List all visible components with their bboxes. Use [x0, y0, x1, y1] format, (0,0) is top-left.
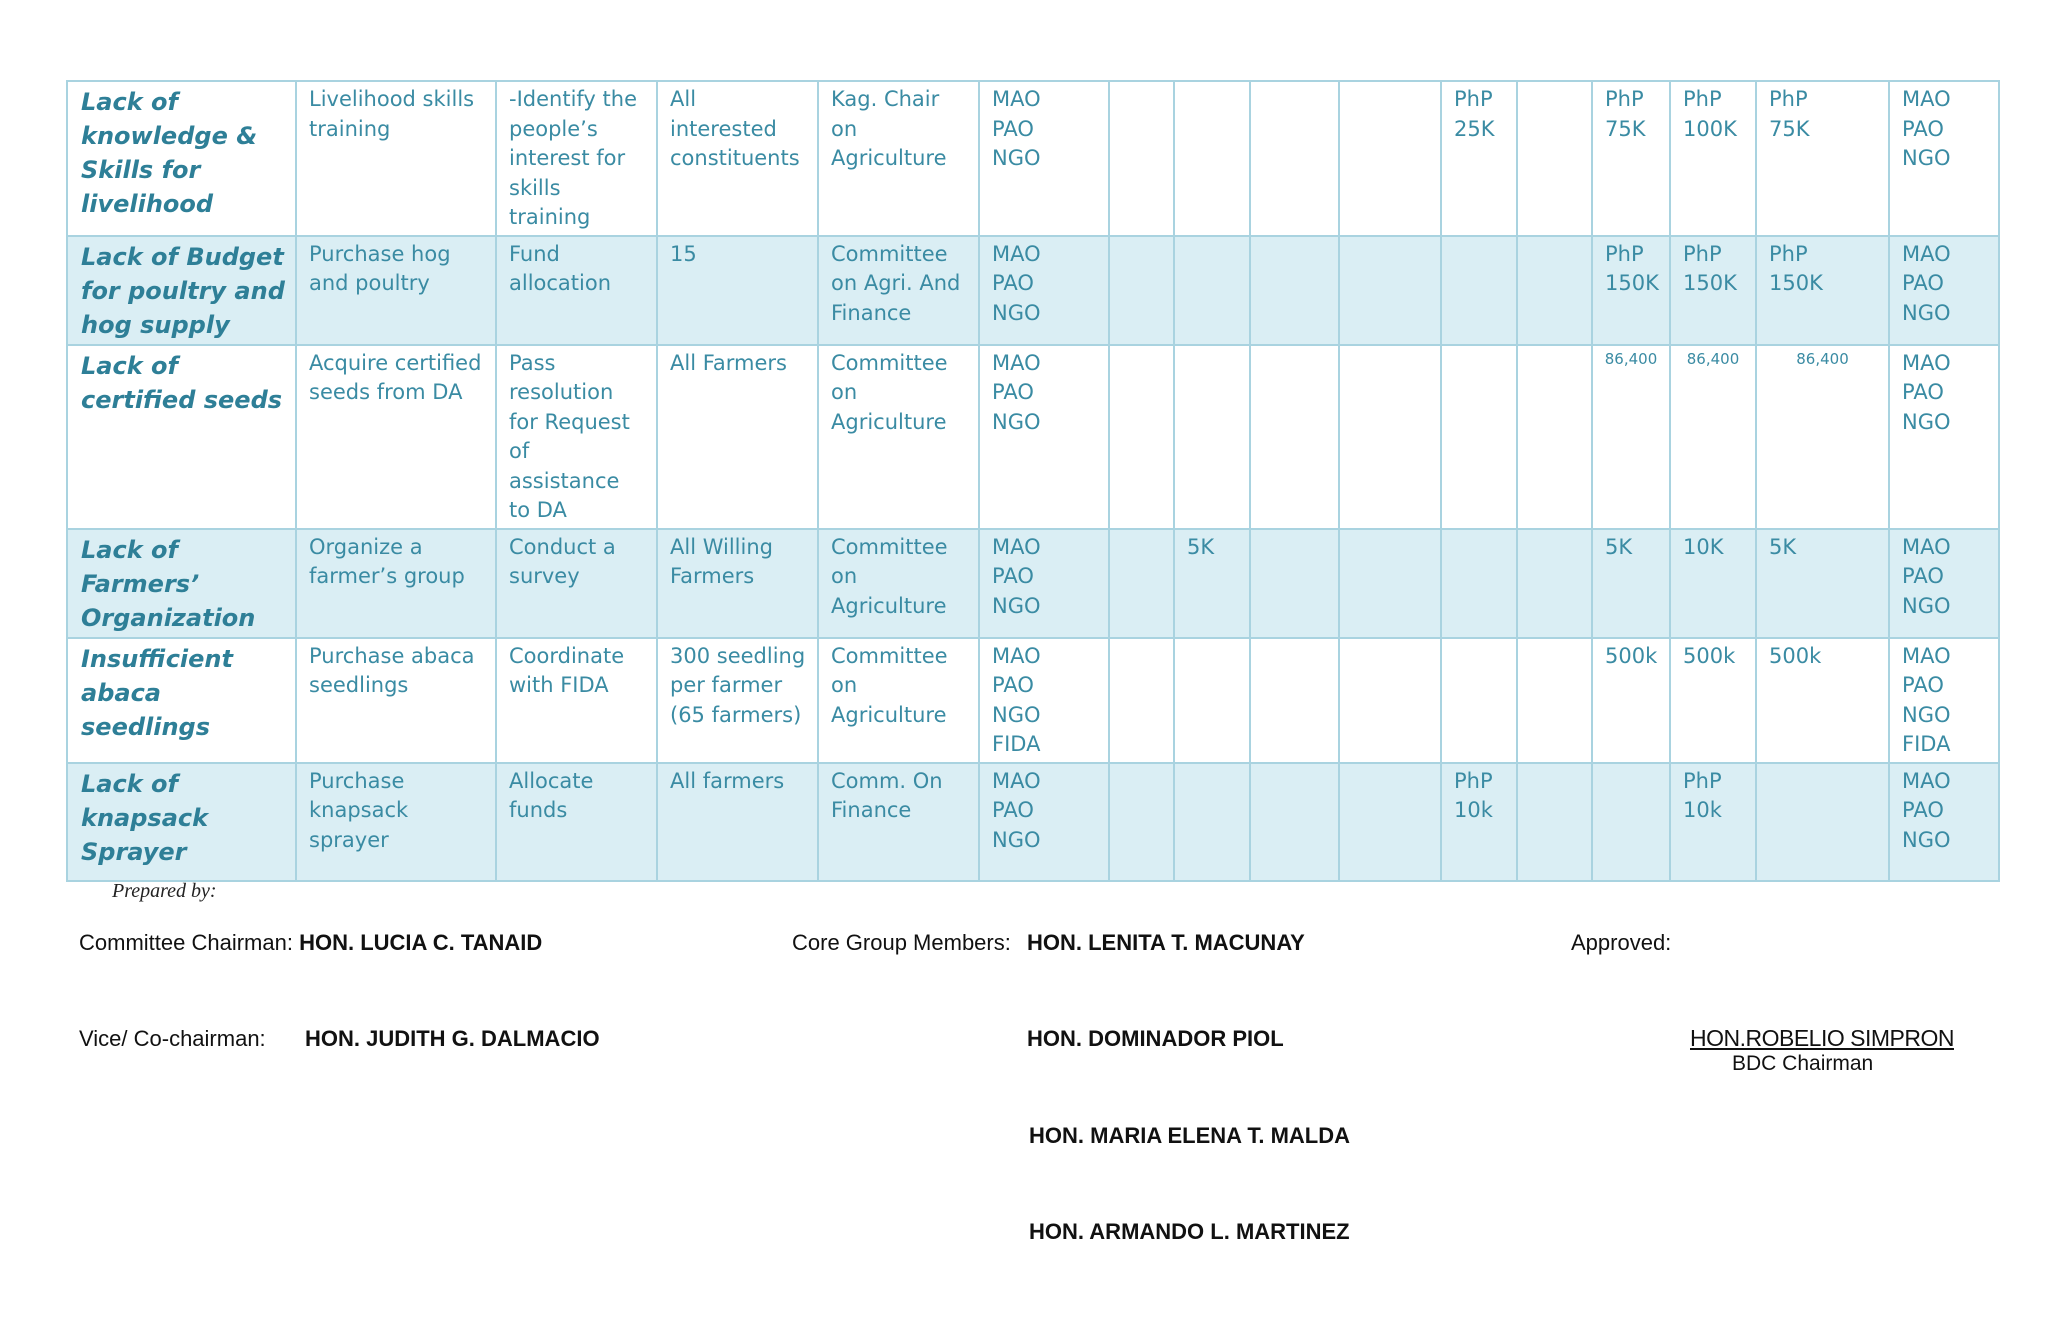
- schedule-cell: [1109, 638, 1174, 763]
- budget-cell: 86,400: [1592, 345, 1670, 529]
- budget-cell: 86,400: [1756, 345, 1889, 529]
- table-row: [67, 236, 1999, 345]
- strategy-cell: -Identify the people’s interest for skills training: [496, 81, 657, 236]
- activity-cell: Purchase hog and poultry: [296, 236, 496, 345]
- chairman-line: [79, 930, 542, 956]
- schedule-cell: [1250, 638, 1339, 763]
- issue-cell: Insufficient abaca seedlings: [67, 638, 296, 763]
- table-row: [67, 529, 1999, 638]
- schedule-cell: [1517, 345, 1592, 529]
- schedule-cell: [1339, 638, 1441, 763]
- activity-cell: Livelihood skills training: [296, 81, 496, 236]
- core-member-name: HON. ARMANDO L. MARTINEZ: [1029, 1219, 1350, 1244]
- issue-cell: Lack of certified seeds: [67, 345, 296, 529]
- partners-cell: MAO PAO NGO: [979, 236, 1109, 345]
- budget-cell: 500k: [1592, 638, 1670, 763]
- schedule-cell: [1174, 763, 1250, 881]
- responsible-cell: Committee on Agriculture: [818, 529, 979, 638]
- partners-cell: MAO PAO NGO FIDA: [979, 638, 1109, 763]
- target-cell: All farmers: [657, 763, 818, 881]
- activity-cell: Organize a farmer’s group: [296, 529, 496, 638]
- budget-cell: [1592, 763, 1670, 881]
- budget-cell: PhP 75K: [1592, 81, 1670, 236]
- activity-cell: Purchase knapsack sprayer: [296, 763, 496, 881]
- partners-cell: MAO PAO NGO: [979, 529, 1109, 638]
- schedule-cell: [1517, 81, 1592, 236]
- schedule-cell: [1250, 529, 1339, 638]
- source-cell: MAO PAO NGO: [1889, 81, 1999, 236]
- budget-cell: 5K: [1592, 529, 1670, 638]
- budget-cell: PhP 100K: [1670, 81, 1756, 236]
- budget-cell: PhP 150K: [1670, 236, 1756, 345]
- schedule-cell: [1109, 763, 1174, 881]
- issue-cell: Lack of knowledge & Skills for livelihood: [67, 81, 296, 236]
- schedule-cell: [1339, 763, 1441, 881]
- schedule-cell: [1174, 236, 1250, 345]
- activity-cell: Acquire certified seeds from DA: [296, 345, 496, 529]
- issue-cell: Lack of knapsack Sprayer: [67, 763, 296, 881]
- target-cell: All Farmers: [657, 345, 818, 529]
- schedule-cell: [1441, 236, 1517, 345]
- table-row: [67, 763, 1999, 881]
- budget-cell: 10K: [1670, 529, 1756, 638]
- schedule-cell: PhP 10k: [1441, 763, 1517, 881]
- vice-chairman-name: HON. JUDITH G. DALMACIO: [305, 1026, 600, 1051]
- issue-cell: Lack of Farmers’ Organization: [67, 529, 296, 638]
- activity-cell: Purchase abaca seedlings: [296, 638, 496, 763]
- table-row: [67, 345, 1999, 529]
- schedule-cell: PhP 25K: [1441, 81, 1517, 236]
- approver-title: BDC Chairman: [1732, 1052, 1874, 1075]
- source-cell: MAO PAO NGO: [1889, 529, 1999, 638]
- schedule-cell: [1109, 345, 1174, 529]
- plan-table-body: [67, 81, 1999, 881]
- source-cell: MAO PAO NGO: [1889, 236, 1999, 345]
- source-cell: MAO PAO NGO FIDA: [1889, 638, 1999, 763]
- schedule-cell: [1250, 345, 1339, 529]
- strategy-cell: Conduct a survey: [496, 529, 657, 638]
- partners-cell: MAO PAO NGO: [979, 763, 1109, 881]
- budget-cell: 500k: [1756, 638, 1889, 763]
- chairman-name: HON. LUCIA C. TANAID: [299, 930, 543, 955]
- schedule-cell: [1517, 529, 1592, 638]
- source-cell: MAO PAO NGO: [1889, 345, 1999, 529]
- schedule-cell: [1441, 638, 1517, 763]
- schedule-cell: [1339, 529, 1441, 638]
- responsible-cell: Committee on Agri. And Finance: [818, 236, 979, 345]
- strategy-cell: Fund allocation: [496, 236, 657, 345]
- approver-name: HON.ROBELIO SIMPRON: [1690, 1025, 1954, 1051]
- target-cell: 300 seedling per farmer (65 farmers): [657, 638, 818, 763]
- schedule-cell: [1441, 529, 1517, 638]
- approved-label: Approved:: [1571, 930, 1672, 955]
- budget-cell: PhP 75K: [1756, 81, 1889, 236]
- table-row: [67, 638, 1999, 763]
- schedule-cell: [1517, 638, 1592, 763]
- target-cell: All interested constituents: [657, 81, 818, 236]
- schedule-cell: [1339, 236, 1441, 345]
- schedule-cell: [1441, 345, 1517, 529]
- schedule-cell: [1250, 81, 1339, 236]
- budget-cell: [1756, 763, 1889, 881]
- budget-cell: PhP 150K: [1592, 236, 1670, 345]
- plan-table: [66, 80, 2000, 882]
- core-member-name: HON. LENITA T. MACUNAY: [1027, 930, 1305, 955]
- budget-cell: 86,400: [1670, 345, 1756, 529]
- chairman-label: Committee Chairman:: [79, 930, 293, 955]
- schedule-cell: [1517, 763, 1592, 881]
- core-member-name: HON. MARIA ELENA T. MALDA: [1029, 1123, 1351, 1148]
- schedule-cell: [1109, 81, 1174, 236]
- strategy-cell: Allocate funds: [496, 763, 657, 881]
- responsible-cell: Kag. Chair on Agriculture: [818, 81, 979, 236]
- issue-cell: Lack of Budget for poultry and hog supply: [67, 236, 296, 345]
- schedule-cell: [1517, 236, 1592, 345]
- responsible-cell: Comm. On Finance: [818, 763, 979, 881]
- schedule-cell: [1109, 529, 1174, 638]
- schedule-cell: [1174, 345, 1250, 529]
- schedule-cell: [1109, 236, 1174, 345]
- partners-cell: MAO PAO NGO: [979, 81, 1109, 236]
- target-cell: 15: [657, 236, 818, 345]
- schedule-cell: [1174, 638, 1250, 763]
- target-cell: All Willing Farmers: [657, 529, 818, 638]
- schedule-cell: [1339, 345, 1441, 529]
- table-row: [67, 81, 1999, 236]
- strategy-cell: Pass resolution for Request of assistance to DA: [496, 345, 657, 529]
- schedule-cell: 5K: [1174, 529, 1250, 638]
- budget-cell: PhP 150K: [1756, 236, 1889, 345]
- budget-cell: PhP 10k: [1670, 763, 1756, 881]
- source-cell: MAO PAO NGO: [1889, 763, 1999, 881]
- budget-cell: 5K: [1756, 529, 1889, 638]
- responsible-cell: Committee on Agriculture: [818, 345, 979, 529]
- schedule-cell: [1174, 81, 1250, 236]
- schedule-cell: [1250, 236, 1339, 345]
- schedule-cell: [1339, 81, 1441, 236]
- core-member-name: HON. DOMINADOR PIOL: [1027, 1026, 1284, 1051]
- vice-chairman-label: Vice/ Co-chairman:: [79, 1026, 266, 1051]
- budget-cell: 500k: [1670, 638, 1756, 763]
- core-group-label: Core Group Members:: [792, 930, 1011, 955]
- schedule-cell: [1250, 763, 1339, 881]
- strategy-cell: Coordinate with FIDA: [496, 638, 657, 763]
- partners-cell: MAO PAO NGO: [979, 345, 1109, 529]
- responsible-cell: Committee on Agriculture: [818, 638, 979, 763]
- prepared-by-label: Prepared by:: [112, 880, 217, 902]
